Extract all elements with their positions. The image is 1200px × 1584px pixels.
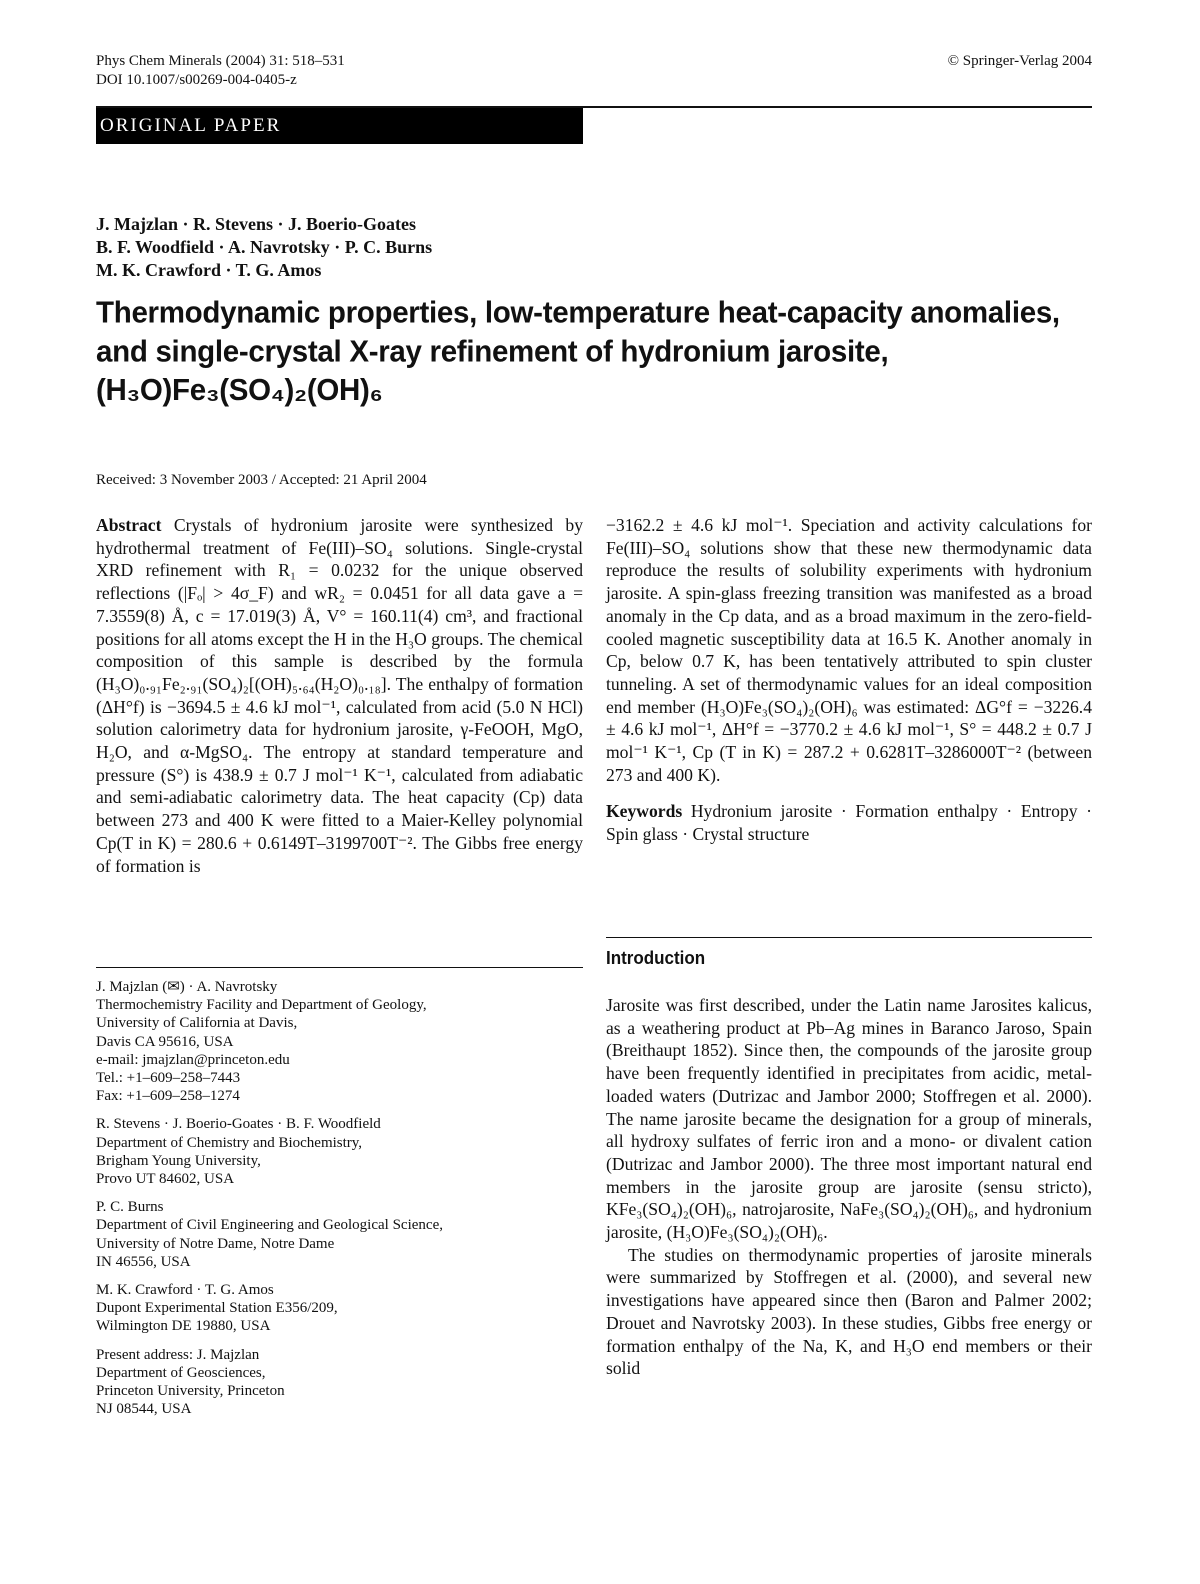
keywords-label: Keywords bbox=[606, 801, 683, 822]
affiliation-line: Thermochemistry Facility and Department of Geology, bbox=[96, 997, 427, 1014]
paper-title bbox=[96, 293, 1096, 410]
affiliation-line: M. K. Crawford · T. G. Amos bbox=[96, 1282, 274, 1299]
affiliation-line: Present address: J. Majzlan bbox=[96, 1346, 260, 1363]
affiliation-line: Brigham Young University, bbox=[96, 1152, 261, 1169]
affiliation-line: Department of Civil Engineering and Geological Science, bbox=[96, 1217, 443, 1234]
introduction-body bbox=[606, 994, 1092, 1380]
title-line: Thermodynamic properties, low-temperature heat-capacity anomalies, bbox=[96, 295, 1060, 330]
affiliation-line: Wilmington DE 19880, USA bbox=[96, 1318, 271, 1335]
affiliation-line: Department of Geosciences, bbox=[96, 1364, 266, 1381]
affiliation-block bbox=[96, 1281, 583, 1336]
title-line: (H₃O)Fe₃(SO₄)₂(OH)₆ bbox=[96, 372, 383, 408]
abstract-left-column bbox=[96, 514, 583, 877]
journal-reference[interactable]: Phys Chem Minerals (2004) 31: 518–531 bbox=[96, 53, 345, 69]
affiliation-line: University of California at Davis, bbox=[96, 1015, 298, 1032]
affiliation-block bbox=[96, 1115, 583, 1188]
keywords-text: Hydronium jarosite · Formation enthalpy · Entropy · Spin glass · Crystal structure bbox=[606, 801, 1092, 845]
title-line: and single-crystal X-ray refinement of hydronium jarosite, bbox=[96, 333, 889, 369]
introduction-paragraph: The studies on thermodynamic properties of jarosite minerals were summarized by Stoffregen et al. (2000), and several new investigations have appeared since then (Baron and Palmer 2002; Drouet and Navrotsky 2003). In these studies, Gibbs free energy or formation enthalpy of the Na, K, and H₃O end members or their solid bbox=[606, 1244, 1092, 1379]
affiliation-line: Dupont Experimental Station E356/209, bbox=[96, 1300, 338, 1317]
author-line: M. K. Crawford · T. G. Amos bbox=[96, 260, 322, 280]
abstract-right-column bbox=[606, 514, 1092, 846]
affiliation-line: University of Notre Dame, Notre Dame bbox=[96, 1235, 335, 1252]
affiliation-line: Department of Chemistry and Biochemistry, bbox=[96, 1134, 363, 1151]
affiliation-line: Provo UT 84602, USA bbox=[96, 1171, 235, 1188]
abstract-label: Abstract bbox=[96, 515, 162, 535]
author-line: B. F. Woodfield · A. Navrotsky · P. C. Burns bbox=[96, 237, 433, 257]
abstract-text-left: Crystals of hydronium jarosite were synthesized by hydrothermal treatment of Fe(III)–SO₄ solutions. Single-crystal XRD refinement with R₁ = 0.0232 for the unique observed reflections (|Fₒ| > 4σ_F) and wR₂ = 0.0451 for all data gave a = 7.3559(8) Å, c = 17.019(3) Å, V° = 160.11(4) cm³, and fractional positions for all atoms except the H in the H₃O groups. The chemical composition of this sample is described by the formula (H₃O)₀.₉₁Fe₂.₉₁(SO₄)₂[(OH)₅.₆₄(H₂O)₀.₁₈]. The enthalpy of formation (ΔH°f) is −3694.5 ± 4.6 kJ mol⁻¹, calculated from acid (5.0 N HCl) solution calorimetry data for hydronium jarosite, γ-FeOOH, MgO, H₂O, and α-MgSO₄. The entropy at standard temperature and pressure (S°) is 438.9 ± 0.7 J mol⁻¹ K⁻¹, calculated from adiabatic and semi-adiabatic calorimetry data. The heat capacity (Cp) data between 273 and 400 K were fitted to a Maier-Kelley polynomial Cp(T in K) = 280.6 + 0.6149T–3199700T⁻². The Gibbs free energy of formation is bbox=[96, 515, 584, 876]
affiliation-line: R. Stevens · J. Boerio-Goates · B. F. Woodfield bbox=[96, 1116, 381, 1133]
affiliation-line: IN 46556, USA bbox=[96, 1253, 191, 1270]
affiliation-line: NJ 08544, USA bbox=[96, 1401, 192, 1418]
introduction-rule bbox=[606, 937, 1092, 938]
author-list bbox=[96, 213, 432, 282]
email-link[interactable]: e-mail: jmajzlan@princeton.edu bbox=[96, 1051, 290, 1068]
introduction-paragraph: Jarosite was first described, under the Latin name Jarosites kalicus, as a weathering product at Pb–Ag mines in Baranco Jaroso, Spain (Breithaupt 1852). Since then, the compounds of the jarosite group have been frequently identified in precipitates from acidic, metal-loaded waters (Dutrizac and Jambor 2000; Stoffregen et al. 2000). The name jarosite became the designation for a group of minerals, all hydroxy sulfates of ferric iron and a mono- or divalent cation (Dutrizac and Jambor 2000). The three most important natural end members in the jarosite group are jarosite (sensu stricto), KFe₃(SO₄)₂(OH)₆, natrojarosite, NaFe₃(SO₄)₂(OH)₆, and hydronium jarosite, (H₃O)Fe₃(SO₄)₂(OH)₆. bbox=[606, 995, 1092, 1243]
affiliation-line: Tel.: +1–609–258–7443 bbox=[96, 1070, 241, 1087]
doi[interactable]: DOI 10.1007/s00269-004-0405-z bbox=[96, 72, 297, 88]
author-line: J. Majzlan · R. Stevens · J. Boerio-Goates bbox=[96, 214, 416, 234]
abstract-text-right: −3162.2 ± 4.6 kJ mol⁻¹. Speciation and activity calculations for Fe(III)–SO₄ solutions show that these new thermodynamic data reproduce the results of solubility experiments with hydronium jarosite. A spin-glass freezing transition was manifested as a broad anomaly in the Cp data, and as a broad maximum in the zero-field-cooled magnetic susceptibility data at 16.5 K. Another anomaly in Cp, below 0.7 K, has been tentatively attributed to spin cluster tunneling. A set of thermodynamic values for an ideal composition end member (H₃O)Fe₃(SO₄)₂(OH)₆ was estimated: ΔG°f = −3226.4 ± 4.6 kJ mol⁻¹, ΔH°f = −3770.2 ± 4.6 kJ mol⁻¹, S° = 448.2 ± 0.7 J mol⁻¹ K⁻¹, Cp (T in K) = 287.2 + 0.6281T–3286000T⁻² (between 273 and 400 K). bbox=[606, 515, 1092, 785]
affiliation-block bbox=[96, 978, 583, 1105]
affiliations bbox=[96, 978, 583, 1428]
affiliation-line: P. C. Burns bbox=[96, 1199, 164, 1216]
affiliation-line: Fax: +1–609–258–1274 bbox=[96, 1088, 240, 1105]
affiliation-line: Davis CA 95616, USA bbox=[96, 1033, 234, 1050]
affiliation-line: J. Majzlan (✉) · A. Navrotsky bbox=[96, 979, 278, 995]
journal-citation bbox=[96, 52, 345, 90]
affiliation-line: Princeton University, Princeton bbox=[96, 1383, 285, 1400]
section-badge: ORIGINAL PAPER bbox=[96, 108, 583, 144]
received-dates: Received: 3 November 2003 / Accepted: 21 April 2004 bbox=[96, 472, 427, 488]
abstract-paragraph bbox=[96, 514, 583, 877]
introduction-heading: Introduction bbox=[606, 948, 706, 969]
affiliation-block bbox=[96, 1198, 583, 1271]
copyright: © Springer-Verlag 2004 bbox=[947, 53, 1092, 69]
affiliation-rule bbox=[96, 967, 583, 968]
keywords bbox=[606, 800, 1092, 845]
affiliation-block bbox=[96, 1346, 583, 1419]
